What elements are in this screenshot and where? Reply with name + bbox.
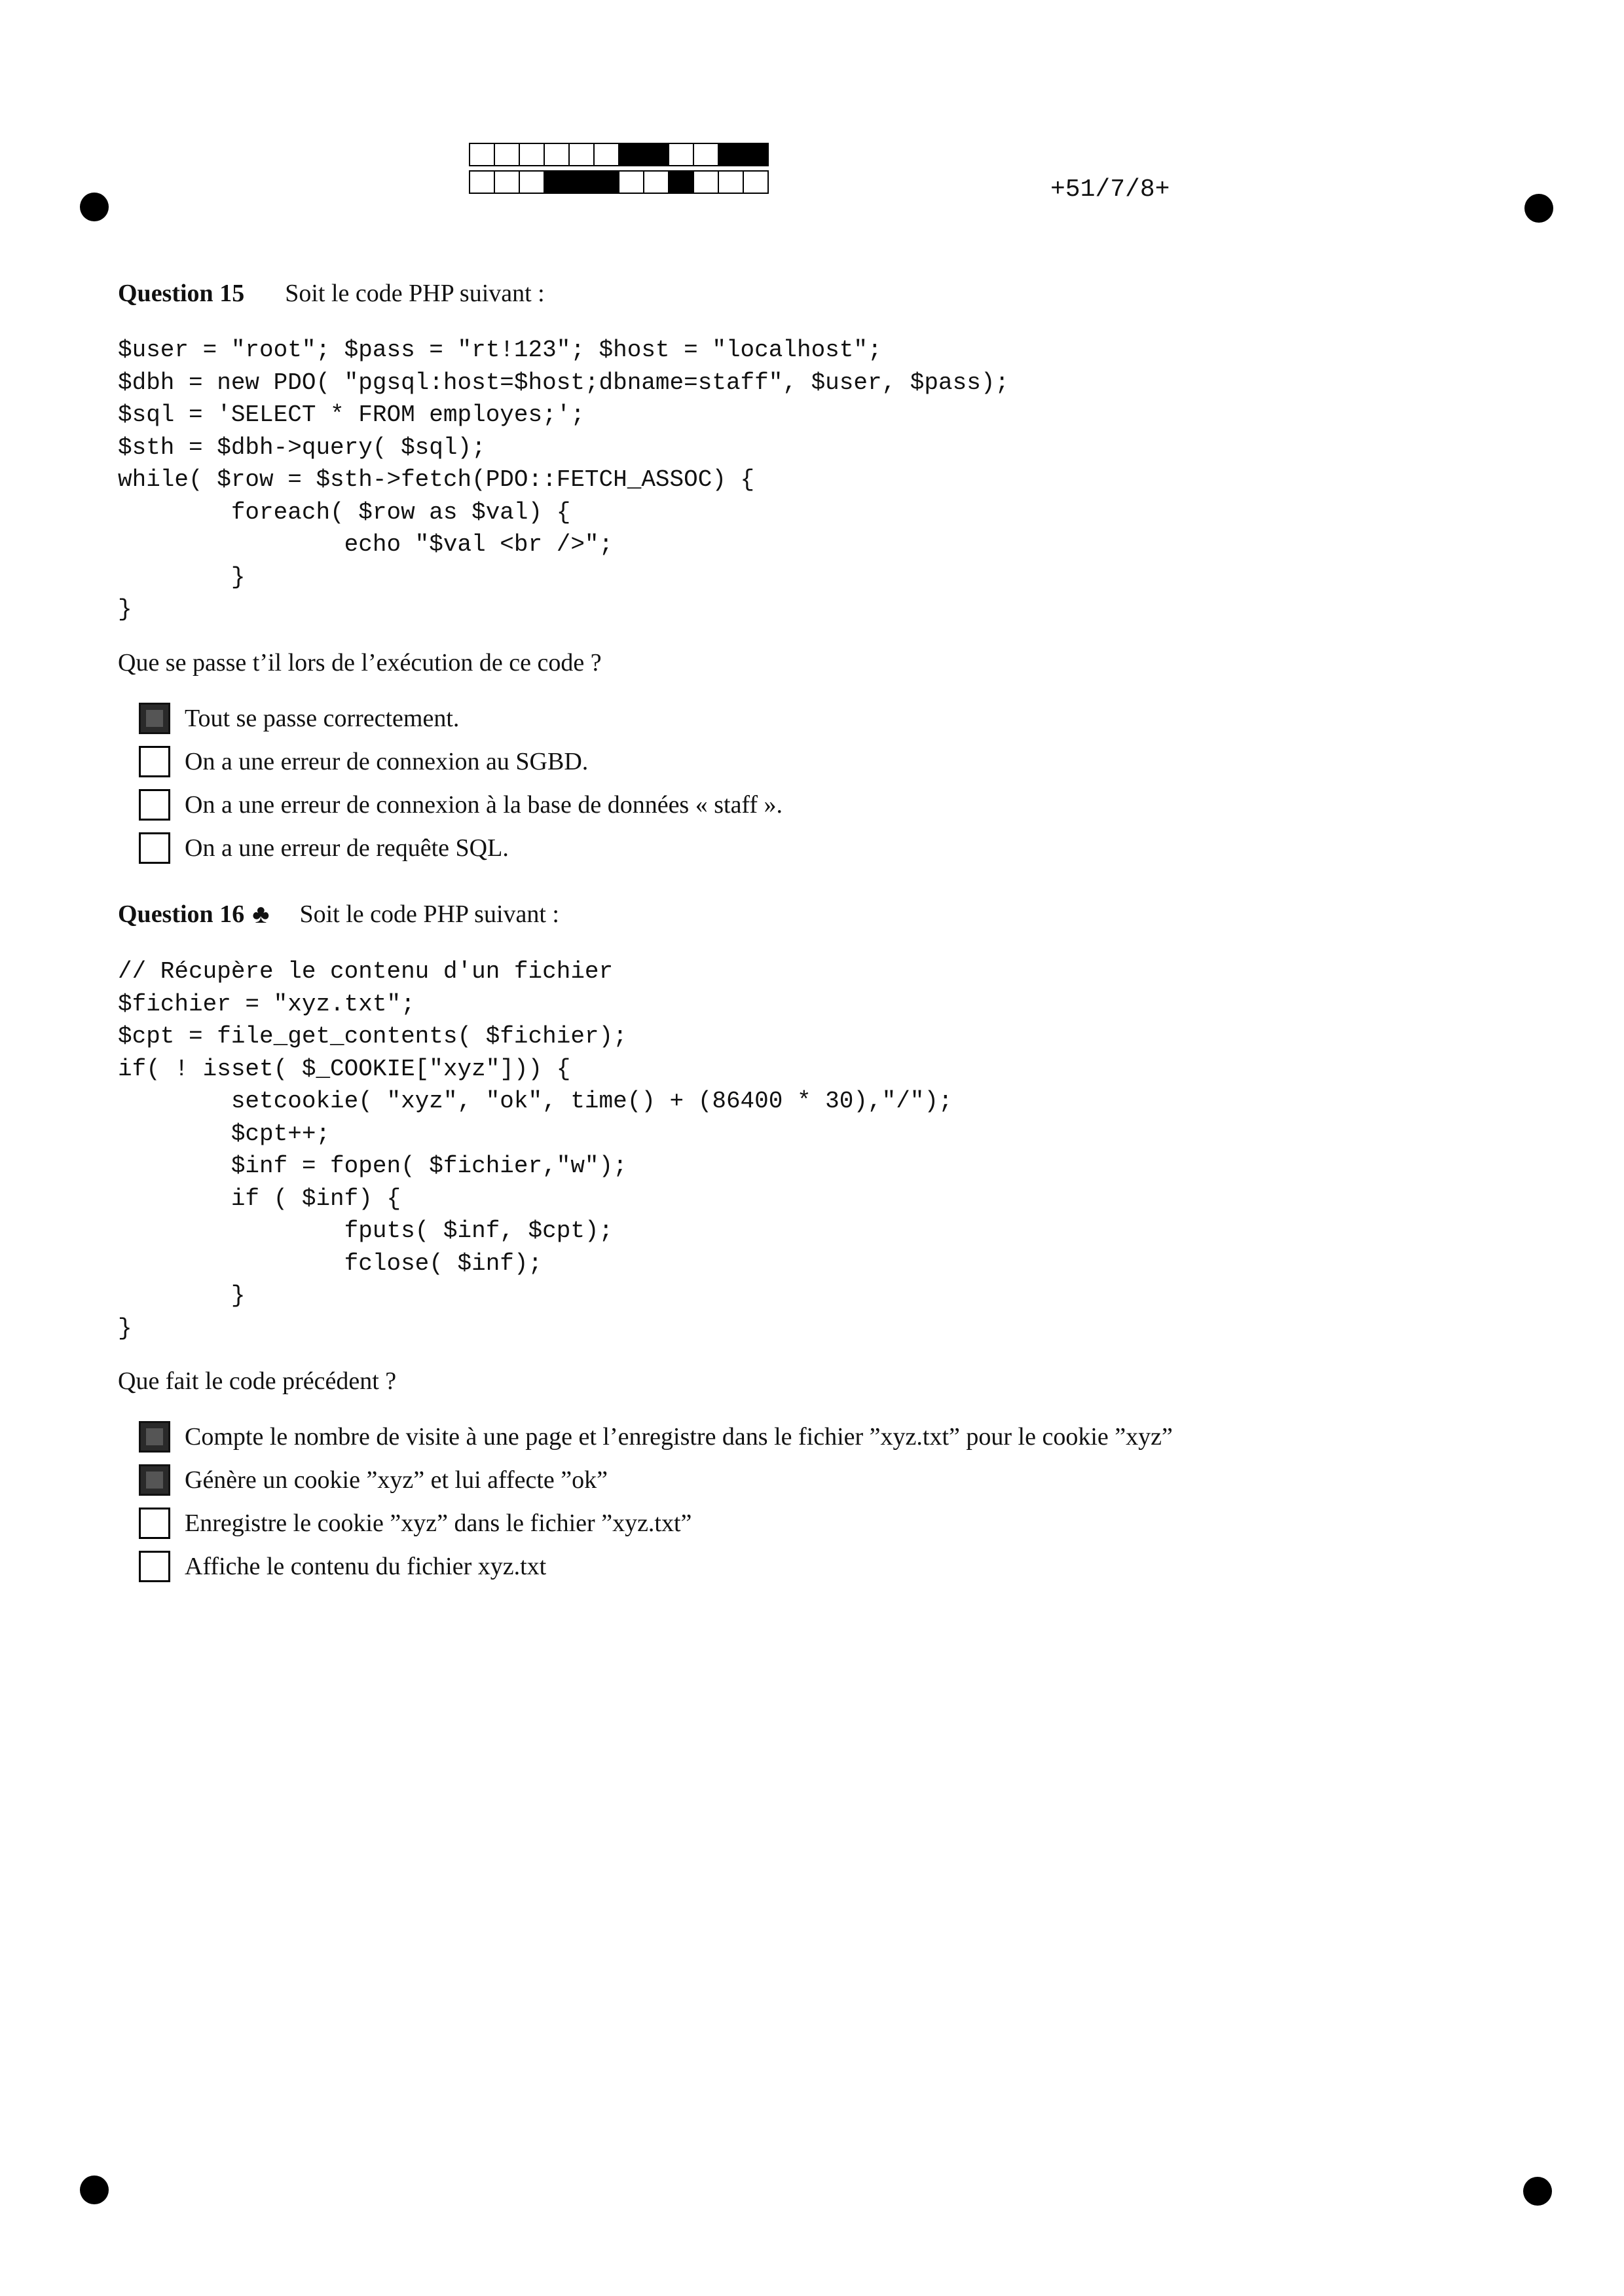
question-intro: Soit le code PHP suivant : [285, 280, 545, 307]
answer-option[interactable] [139, 1502, 1493, 1545]
answer-text: On a une erreur de connexion à la base de données « staff ». [185, 790, 783, 819]
answer-text: Enregistre le cookie ”xyz” dans le fichier ”xyz.txt” [185, 1509, 692, 1537]
answer-option[interactable] [139, 1545, 1493, 1588]
question-label: Question 15 [118, 280, 245, 307]
answer-checkbox[interactable] [139, 832, 170, 864]
club-icon: ♣ [252, 899, 270, 929]
answer-list [139, 697, 1493, 870]
question-prompt: Que se passe t’il lors de l’exécution de ce code ? [118, 648, 602, 676]
answer-checkbox[interactable] [139, 1464, 170, 1496]
question-prompt: Que fait le code précédent ? [118, 1367, 397, 1395]
barcode-cell [494, 170, 520, 194]
question-title [118, 279, 1493, 308]
barcode-cell [544, 170, 570, 194]
barcode-row-1 [469, 143, 767, 166]
question-label: Question 16 [118, 900, 245, 928]
php-code-block: // Récupère le contenu d'un fichier $fichier = "xyz.txt"; $cpt = file_get_contents( $fichier); if( ! isset( $_COOKIE["xyz"])) { setcookie( "xyz", "ok", time() + (86400 * 30),"/"); $cpt++; $inf = fopen( $fichier,"w"); if ( $inf) { fputs( $inf, $cpt); fclose( $inf); } } [118, 958, 953, 1342]
page-id: +51/7/8+ [1050, 176, 1170, 204]
barcode-cell [568, 170, 595, 194]
barcode-cell [643, 143, 669, 166]
corner-mark-top-left [80, 193, 109, 221]
answer-option[interactable] [139, 1458, 1493, 1502]
barcode-cell [643, 170, 669, 194]
answer-checkbox[interactable] [139, 1551, 170, 1582]
answer-checkbox[interactable] [139, 789, 170, 821]
barcode-cell [743, 143, 769, 166]
barcode-cell [519, 170, 545, 194]
barcode-cell [718, 170, 744, 194]
answer-option[interactable] [139, 783, 1493, 826]
barcode-cell [668, 143, 694, 166]
barcode-cell [668, 170, 694, 194]
answer-option[interactable] [139, 826, 1493, 870]
corner-mark-top-right [1524, 194, 1553, 223]
barcode-cell [693, 170, 719, 194]
barcode-row-2 [469, 170, 767, 194]
answer-text: On a une erreur de connexion au SGBD. [185, 747, 589, 775]
answer-text: Compte le nombre de visite à une page et l’enregistre dans le fichier ”xyz.txt” pour le cookie ”xyz” [185, 1423, 1173, 1451]
answer-text: Génère un cookie ”xyz” et lui affecte ”ok” [185, 1466, 608, 1494]
barcode-cell [743, 170, 769, 194]
answer-checkbox[interactable] [139, 746, 170, 777]
answer-text: Tout se passe correctement. [185, 704, 460, 732]
question-16 [118, 898, 1493, 1588]
barcode-cell [618, 170, 644, 194]
corner-mark-bottom-left [80, 2176, 109, 2204]
page-barcode [469, 143, 767, 194]
answer-checkbox[interactable] [139, 1421, 170, 1453]
barcode-cell [718, 143, 744, 166]
question-intro: Soit le code PHP suivant : [299, 900, 559, 928]
barcode-cell [519, 143, 545, 166]
answer-text: On a une erreur de requête SQL. [185, 834, 509, 862]
answer-checkbox[interactable] [139, 703, 170, 734]
question-15 [118, 279, 1493, 870]
barcode-cell [618, 143, 644, 166]
barcode-cell [469, 143, 495, 166]
question-title [118, 898, 1493, 929]
barcode-cell [593, 143, 619, 166]
barcode-cell [568, 143, 595, 166]
answer-option[interactable] [139, 1415, 1493, 1458]
answer-checkbox[interactable] [139, 1508, 170, 1539]
barcode-cell [693, 143, 719, 166]
barcode-cell [494, 143, 520, 166]
corner-mark-bottom-right [1523, 2177, 1552, 2206]
answer-list [139, 1415, 1493, 1588]
answer-text: Affiche le contenu du fichier xyz.txt [185, 1553, 547, 1580]
barcode-cell [469, 170, 495, 194]
barcode-cell [544, 143, 570, 166]
answer-option[interactable] [139, 697, 1493, 740]
answer-option[interactable] [139, 740, 1493, 783]
php-code-block: $user = "root"; $pass = "rt!123"; $host = "localhost"; $dbh = new PDO( "pgsql:host=$host;dbname=staff", $user, $pass); $sql = 'SELECT * FROM employes;'; $sth = $dbh->query( $sql); while( $row = $sth->fetch(PDO::FETCH_ASSOC) { foreach( $row as $val) { echo "$val <br />"; } } [118, 337, 1010, 623]
barcode-cell [593, 170, 619, 194]
